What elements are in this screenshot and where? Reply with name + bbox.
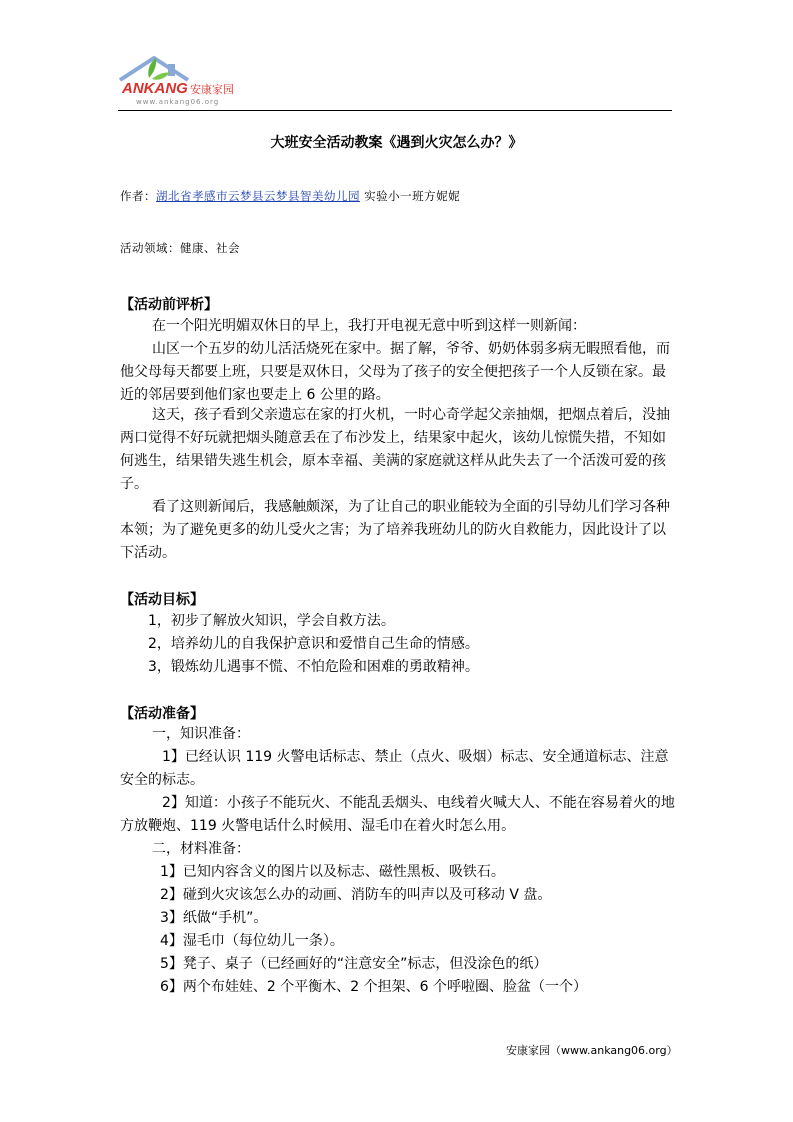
analysis-paragraph-2: 山区一个五岁的幼儿活活烧死在家中。据了解，爷爷、奶奶体弱多病无暇照看他，而他父母每天都要上班，只要是双休日，父母为了孩子的安全便把孩子一个人反锁在家。最近的邻居要到他们家也要走上 6 公里的路。 bbox=[120, 341, 670, 403]
goal-item: 2，培养幼儿的自我保护意识和爱惜自己生命的情感。 bbox=[148, 636, 479, 652]
section-heading-analysis: 【活动前评析】 bbox=[120, 297, 218, 313]
material-item: 6】两个布娃娃、2 个平衡木、2 个担架、6 个呼啦圈、脸盆（一个） bbox=[160, 979, 587, 995]
author-label: 作者： bbox=[120, 189, 156, 203]
knowledge-item-2: 2】知道：小孩子不能玩火、不能乱丢烟头、电线着火喊大人、不能在容易着火的地方放鞭炮、119 火警电话什么时候用、湿毛巾在着火时怎么用。 bbox=[120, 795, 675, 834]
svg-text:ANKANG: ANKANG bbox=[122, 80, 188, 97]
analysis-paragraph-4: 看了这则新闻后，我感触颇深，为了让自己的职业能较为全面的引导幼儿们学习各种本领；为了避免更多的幼儿受火之害；为了培养我班幼儿的防火自救能力，因此设计了以下活动。 bbox=[120, 499, 670, 561]
analysis-paragraph-3: 这天，孩子看到父亲遗忘在家的打火机，一时心奇学起父亲抽烟，把烟点着后，没抽两口觉得不好玩就把烟头随意丢在了布沙发上，结果家中起火，该幼儿惊慌失措，不知如何逃生，结果错失逃生机会，原本幸福、美满的家庭就这样从此失去了一个活泼可爱的孩子。 bbox=[120, 407, 670, 492]
material-item: 4】湿毛巾（每位幼儿一条）。 bbox=[160, 933, 344, 949]
author-school-link[interactable]: 湖北省孝感市云梦县云梦县智美幼儿园 bbox=[156, 189, 360, 203]
site-logo bbox=[116, 52, 266, 108]
header-divider bbox=[118, 110, 672, 111]
knowledge-item-1: 1】已经认识 119 火警电话标志、禁止（点火、吸烟）标志、安全通道标志、注意安全的标志。 bbox=[120, 749, 669, 788]
author-line bbox=[120, 188, 460, 204]
goal-item: 3，锻炼幼儿遇事不慌、不怕危险和困难的勇敢精神。 bbox=[148, 659, 479, 675]
page-footer: 安康家园（www.ankang06.org） bbox=[506, 1044, 678, 1057]
analysis-paragraph-1: 在一个阳光明媚双休日的早上，我打开电视无意中听到这样一则新闻： bbox=[152, 318, 586, 334]
material-item: 2】碰到火灾该怎么办的动画、消防车的叫声以及可移动 V 盘。 bbox=[160, 887, 552, 903]
house-logo-icon bbox=[116, 52, 266, 108]
goal-item: 1，初步了解放火知识，学会自救方法。 bbox=[148, 613, 395, 629]
author-name: 实验小一班方妮妮 bbox=[360, 189, 461, 203]
svg-text:www.ankang06.org: www.ankang06.org bbox=[136, 98, 220, 106]
material-item: 5】凳子、桌子（已经画好的“注意安全”标志，但没涂色的纸） bbox=[160, 956, 548, 972]
page-title: 大班安全活动教案《遇到火灾怎么办？》 bbox=[270, 135, 523, 151]
section-heading-goals: 【活动目标】 bbox=[120, 592, 204, 608]
svg-text:安康家园: 安康家园 bbox=[190, 83, 234, 96]
section-heading-prep: 【活动准备】 bbox=[120, 706, 204, 722]
activity-domain: 活动领域：健康、社会 bbox=[120, 241, 240, 255]
material-item: 1】已知内容含义的图片以及标志、磁性黑板、吸铁石。 bbox=[160, 864, 505, 880]
material-prep-title: 二，材料准备： bbox=[152, 841, 250, 857]
material-item: 3】纸做“手机”。 bbox=[160, 910, 268, 926]
knowledge-prep-title: 一，知识准备： bbox=[152, 726, 250, 742]
